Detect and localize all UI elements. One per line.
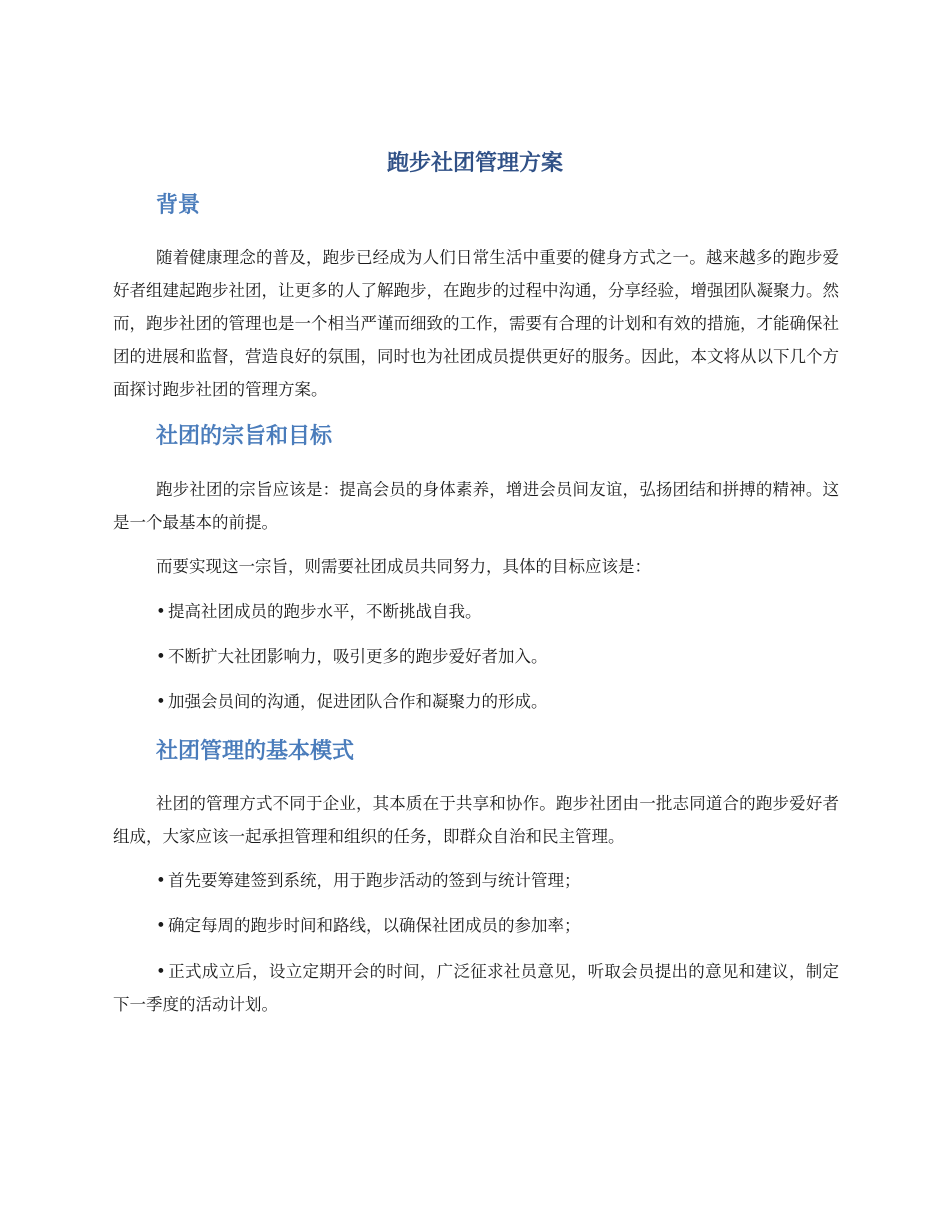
document-title: 跑步社团管理方案 <box>386 151 563 176</box>
bullet-icon: • <box>156 692 166 711</box>
paragraph: 而要实现这一宗旨，则需要社团成员共同努力，具体的目标应该是： <box>156 557 651 576</box>
list-item <box>113 595 839 628</box>
bullet-icon: • <box>156 647 166 666</box>
bullet-icon: • <box>156 602 166 621</box>
list-item-text: 不断扩大社团影响力，吸引更多的跑步爱好者加入。 <box>168 647 548 666</box>
list-item <box>113 685 839 718</box>
bullet-icon: • <box>156 871 166 890</box>
bullet-icon: • <box>156 916 166 935</box>
bullet-icon: • <box>156 962 166 981</box>
list-item-text: 加强会员间的沟通，促进团队合作和凝聚力的形成。 <box>168 692 548 711</box>
list-item-text: 确定每周的跑步时间和路线，以确保社团成员的参加率； <box>168 916 581 935</box>
section-heading-management-model: 社团管理的基本模式 <box>156 739 355 764</box>
section-heading-background: 背景 <box>156 193 201 218</box>
list-item <box>113 640 839 673</box>
list-item <box>113 955 839 1021</box>
list-item-text: 提高社团成员的跑步水平，不断挑战自我。 <box>168 602 482 621</box>
list-item-text: 首先要筹建签到系统，用于跑步活动的签到与统计管理； <box>168 871 581 890</box>
list-item-text: 正式成立后，设立定期开会的时间，广泛征求社员意见，听取会员提出的意见和建议，制定下一季度的活动计划。 <box>113 962 839 1014</box>
paragraph: 跑步社团的宗旨应该是：提高会员的身体素养，增进会员间友谊，弘扬团结和拼搏的精神。这是一个最基本的前提。 <box>113 480 839 532</box>
paragraph: 社团的管理方式不同于企业，其本质在于共享和协作。跑步社团由一批志同道合的跑步爱好者组成，大家应该一起承担管理和组织的任务，即群众自治和民主管理。 <box>113 794 839 846</box>
list-item <box>113 909 839 942</box>
list-item <box>113 864 839 897</box>
paragraph: 随着健康理念的普及，跑步已经成为人们日常生活中重要的健身方式之一。越来越多的跑步爱好者组建起跑步社团，让更多的人了解跑步，在跑步的过程中沟通，分享经验，增强团队凝聚力。然而，跑步社团的管理也是一个相当严谨而细致的工作，需要有合理的计划和有效的措施，才能确保社团的进展和监督，营造良好的氛围，同时也为社团成员提供更好的服务。因此，本文将从以下几个方面探讨跑步社团的管理方案。 <box>113 248 839 399</box>
section-heading-purpose-goals: 社团的宗旨和目标 <box>156 424 333 449</box>
